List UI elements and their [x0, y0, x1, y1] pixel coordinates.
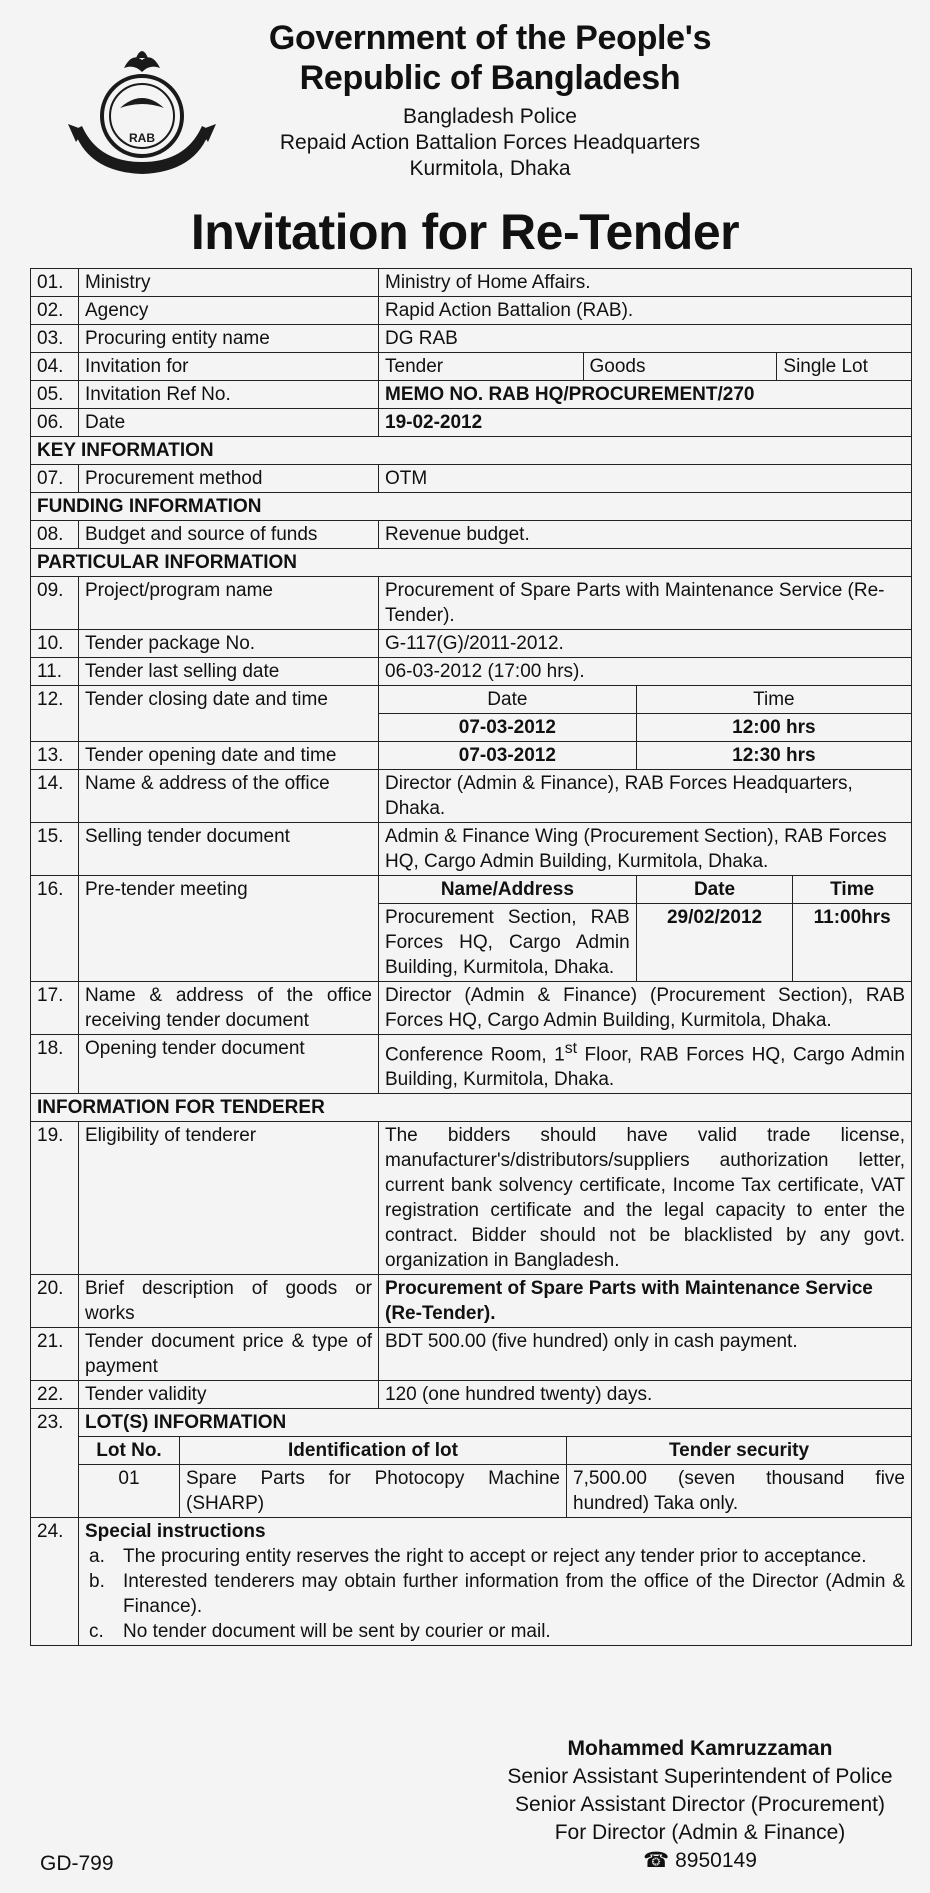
row-number: 21. [31, 1328, 79, 1381]
table-row [31, 353, 912, 381]
meeting-date: 29/02/2012 [636, 904, 793, 982]
section-key-information: KEY INFORMATION [31, 437, 912, 465]
table-row [31, 742, 912, 770]
invitation-tender: Tender [379, 353, 583, 380]
table-row [31, 876, 912, 982]
instruction-key: a. [89, 1546, 105, 1568]
meeting-time: 11:00hrs [793, 904, 911, 982]
rab-emblem-icon [62, 38, 222, 188]
row-value: Rapid Action Battalion (RAB). [379, 297, 912, 325]
page-title: Invitation for Re-Tender [190, 204, 740, 260]
table-row [31, 1035, 912, 1094]
instruction-text: No tender document will be sent by courier or mail. [123, 1621, 551, 1643]
row-value: 06-03-2012 (17:00 hrs). [379, 658, 912, 686]
closing-date-header: Date [379, 686, 636, 714]
lot-identification-header: Identification of lot [180, 1437, 567, 1465]
instruction-key: c. [89, 1621, 104, 1643]
header-line5: Kurmitola, Dhaka [409, 157, 571, 180]
table-row [31, 1275, 912, 1328]
instruction-item [85, 1569, 905, 1619]
instruction-key: b. [89, 1571, 105, 1593]
header-line3: Bangladesh Police [403, 105, 577, 128]
closing-time-header: Time [636, 686, 911, 714]
phone-number: 8950149 [675, 1849, 757, 1872]
section-row [31, 437, 912, 465]
header-line1: Government of the People's [268, 19, 712, 57]
row-number: 09. [31, 577, 79, 630]
row-label: Pre-tender meeting [79, 876, 379, 982]
row-number: 23. [31, 1409, 79, 1518]
opening-time: 12:30 hrs [636, 742, 911, 769]
table-row [31, 1381, 912, 1409]
closing-time: 12:00 hrs [636, 714, 911, 742]
row-label: Name & address of the office receiving tender document [79, 982, 379, 1035]
row-label: Name & address of the office [79, 770, 379, 823]
footer-code: GD-799 [40, 1852, 114, 1875]
row-label: Invitation Ref No. [79, 381, 379, 409]
section-particular-information: PARTICULAR INFORMATION [31, 549, 912, 577]
row-number: 01. [31, 269, 79, 297]
row-label: Brief description of goods or works [79, 1275, 379, 1328]
section-row [31, 549, 912, 577]
row-number: 18. [31, 1035, 79, 1094]
row-label: Budget and source of funds [79, 521, 379, 549]
row-number: 22. [31, 1381, 79, 1409]
row-label: Selling tender document [79, 823, 379, 876]
instruction-item [85, 1619, 905, 1644]
row-value: 19-02-2012 [379, 409, 912, 437]
row-number: 05. [31, 381, 79, 409]
signatory-title1: Senior Assistant Superintendent of Police [507, 1765, 893, 1788]
row-number: 11. [31, 658, 79, 686]
meeting-address: Procurement Section, RAB Forces HQ, Cargo Admin Building, Kurmitola, Dhaka. [379, 904, 636, 982]
emblem-text: RAB [129, 131, 155, 145]
table-row [31, 770, 912, 823]
table-row [31, 1409, 912, 1518]
table-row [31, 658, 912, 686]
opening-date-cell [379, 742, 912, 770]
row-label: Invitation for [79, 353, 379, 381]
tender-table [30, 268, 912, 1646]
row-value: Revenue budget. [379, 521, 912, 549]
row-label: Tender closing date and time [79, 686, 379, 742]
row-number: 06. [31, 409, 79, 437]
row-number: 04. [31, 353, 79, 381]
table-row [31, 325, 912, 353]
row-label: Tender package No. [79, 630, 379, 658]
signature-block [480, 1735, 920, 1875]
row-label: Eligibility of tenderer [79, 1122, 379, 1275]
signatory-title3: For Director (Admin & Finance) [554, 1821, 846, 1844]
closing-date: 07-03-2012 [379, 714, 636, 742]
instruction-text: The procuring entity reserves the right to accept or reject any tender prior to acceptance. [123, 1546, 867, 1568]
special-instructions-title: Special instructions [85, 1521, 266, 1543]
header-line4: Repaid Action Battalion Forces Headquarters [279, 131, 701, 154]
row-label: Procurement method [79, 465, 379, 493]
row-label: Tender last selling date [79, 658, 379, 686]
section-row [31, 1094, 912, 1122]
section-row [31, 493, 912, 521]
table-row [31, 1122, 912, 1275]
opening-date: 07-03-2012 [379, 742, 636, 769]
table-row [31, 1518, 912, 1646]
header-block [230, 18, 750, 182]
table-row [31, 465, 912, 493]
row-number: 17. [31, 982, 79, 1035]
row-label: Date [79, 409, 379, 437]
row-number: 16. [31, 876, 79, 982]
pre-tender-meeting-cell [379, 876, 912, 982]
row-value [379, 1035, 912, 1094]
header-line2: Republic of Bangladesh [299, 59, 681, 97]
row-value: BDT 500.00 (five hundred) only in cash payment. [379, 1328, 912, 1381]
row-number: 03. [31, 325, 79, 353]
invitation-single-lot: Single Lot [777, 353, 911, 380]
row-value: DG RAB [379, 325, 912, 353]
table-row [31, 269, 912, 297]
row-number: 20. [31, 1275, 79, 1328]
row-value: MEMO NO. RAB HQ/PROCUREMENT/270 [379, 381, 912, 409]
meeting-name-header: Name/Address [379, 876, 636, 904]
row-label: Project/program name [79, 577, 379, 630]
signatory-name: Mohammed Kamruzzaman [567, 1737, 833, 1760]
row-value: Procurement of Spare Parts with Maintenance Service (Re-Tender). [379, 1275, 912, 1328]
table-row [31, 630, 912, 658]
table-row [31, 297, 912, 325]
opening-venue-part1: Conference Room, 1 [385, 1044, 565, 1066]
row-value: Admin & Finance Wing (Procurement Section), RAB Forces HQ, Cargo Admin Building, Kurmitola, Dhaka. [379, 823, 912, 876]
closing-date-cell [379, 686, 912, 742]
opening-venue-part2: Floor, RAB Forces HQ, Cargo Admin Building, Kurmitola, Dhaka. [385, 1044, 905, 1091]
row-value: G-117(G)/2011-2012. [379, 630, 912, 658]
row-number: 12. [31, 686, 79, 742]
section-information-for-tenderer: INFORMATION FOR TENDERER [31, 1094, 912, 1122]
row-number: 08. [31, 521, 79, 549]
row-number: 24. [31, 1518, 79, 1646]
instruction-item [85, 1544, 905, 1569]
table-row [31, 577, 912, 630]
phone-line [480, 1847, 920, 1875]
meeting-time-header: Time [793, 876, 911, 904]
row-label: Opening tender document [79, 1035, 379, 1094]
lots-information-title: LOT(S) INFORMATION [79, 1409, 911, 1437]
row-label: Tender document price & type of payment [79, 1328, 379, 1381]
table-row [31, 521, 912, 549]
row-label: Tender validity [79, 1381, 379, 1409]
table-row [31, 982, 912, 1035]
signatory-title2: Senior Assistant Director (Procurement) [515, 1793, 885, 1816]
table-row [31, 686, 912, 742]
row-value: Ministry of Home Affairs. [379, 269, 912, 297]
row-number: 07. [31, 465, 79, 493]
lot-identification: Spare Parts for Photocopy Machine (SHARP) [180, 1465, 567, 1518]
phone-icon: ☎ [643, 1849, 670, 1872]
lot-security: 7,500.00 (seven thousand five hundred) Taka only. [567, 1465, 912, 1518]
section-funding-information: FUNDING INFORMATION [31, 493, 912, 521]
row-value: Director (Admin & Finance), RAB Forces Headquarters, Dhaka. [379, 770, 912, 823]
lots-information-cell [79, 1409, 912, 1518]
table-row [31, 409, 912, 437]
row-label: Ministry [79, 269, 379, 297]
row-number: 02. [31, 297, 79, 325]
row-label: Tender opening date and time [79, 742, 379, 770]
lot-security-header: Tender security [567, 1437, 912, 1465]
row-label: Agency [79, 297, 379, 325]
lot-no-header: Lot No. [79, 1437, 180, 1465]
opening-venue-sup: st [564, 1040, 578, 1057]
invitation-for-cell [379, 353, 912, 381]
meeting-date-header: Date [636, 876, 793, 904]
lot-number: 01 [79, 1465, 180, 1518]
table-row [31, 381, 912, 409]
row-value: Procurement of Spare Parts with Maintenance Service (Re-Tender). [379, 577, 912, 630]
special-instructions-cell [79, 1518, 912, 1646]
row-value: The bidders should have valid trade license, manufacturer's/distributors/suppliers authorization letter, current bank solvency certificate, Income Tax certificate, VAT registration certificate and the legal capacity to enter the contract. Bidder should not be blacklisted by any govt. organization in Bangladesh. [379, 1122, 912, 1275]
row-value: OTM [379, 465, 912, 493]
table-row [31, 823, 912, 876]
instruction-text: Interested tenderers may obtain further information from the office of the Director (Admin & Finance). [123, 1571, 905, 1618]
table-row [31, 1328, 912, 1381]
row-number: 19. [31, 1122, 79, 1275]
row-label: Procuring entity name [79, 325, 379, 353]
row-value: Director (Admin & Finance) (Procurement Section), RAB Forces HQ, Cargo Admin Building, Kurmitola, Dhaka. [379, 982, 912, 1035]
invitation-goods: Goods [583, 353, 777, 380]
row-number: 10. [31, 630, 79, 658]
row-number: 13. [31, 742, 79, 770]
row-number: 14. [31, 770, 79, 823]
row-value: 120 (one hundred twenty) days. [379, 1381, 912, 1409]
row-number: 15. [31, 823, 79, 876]
